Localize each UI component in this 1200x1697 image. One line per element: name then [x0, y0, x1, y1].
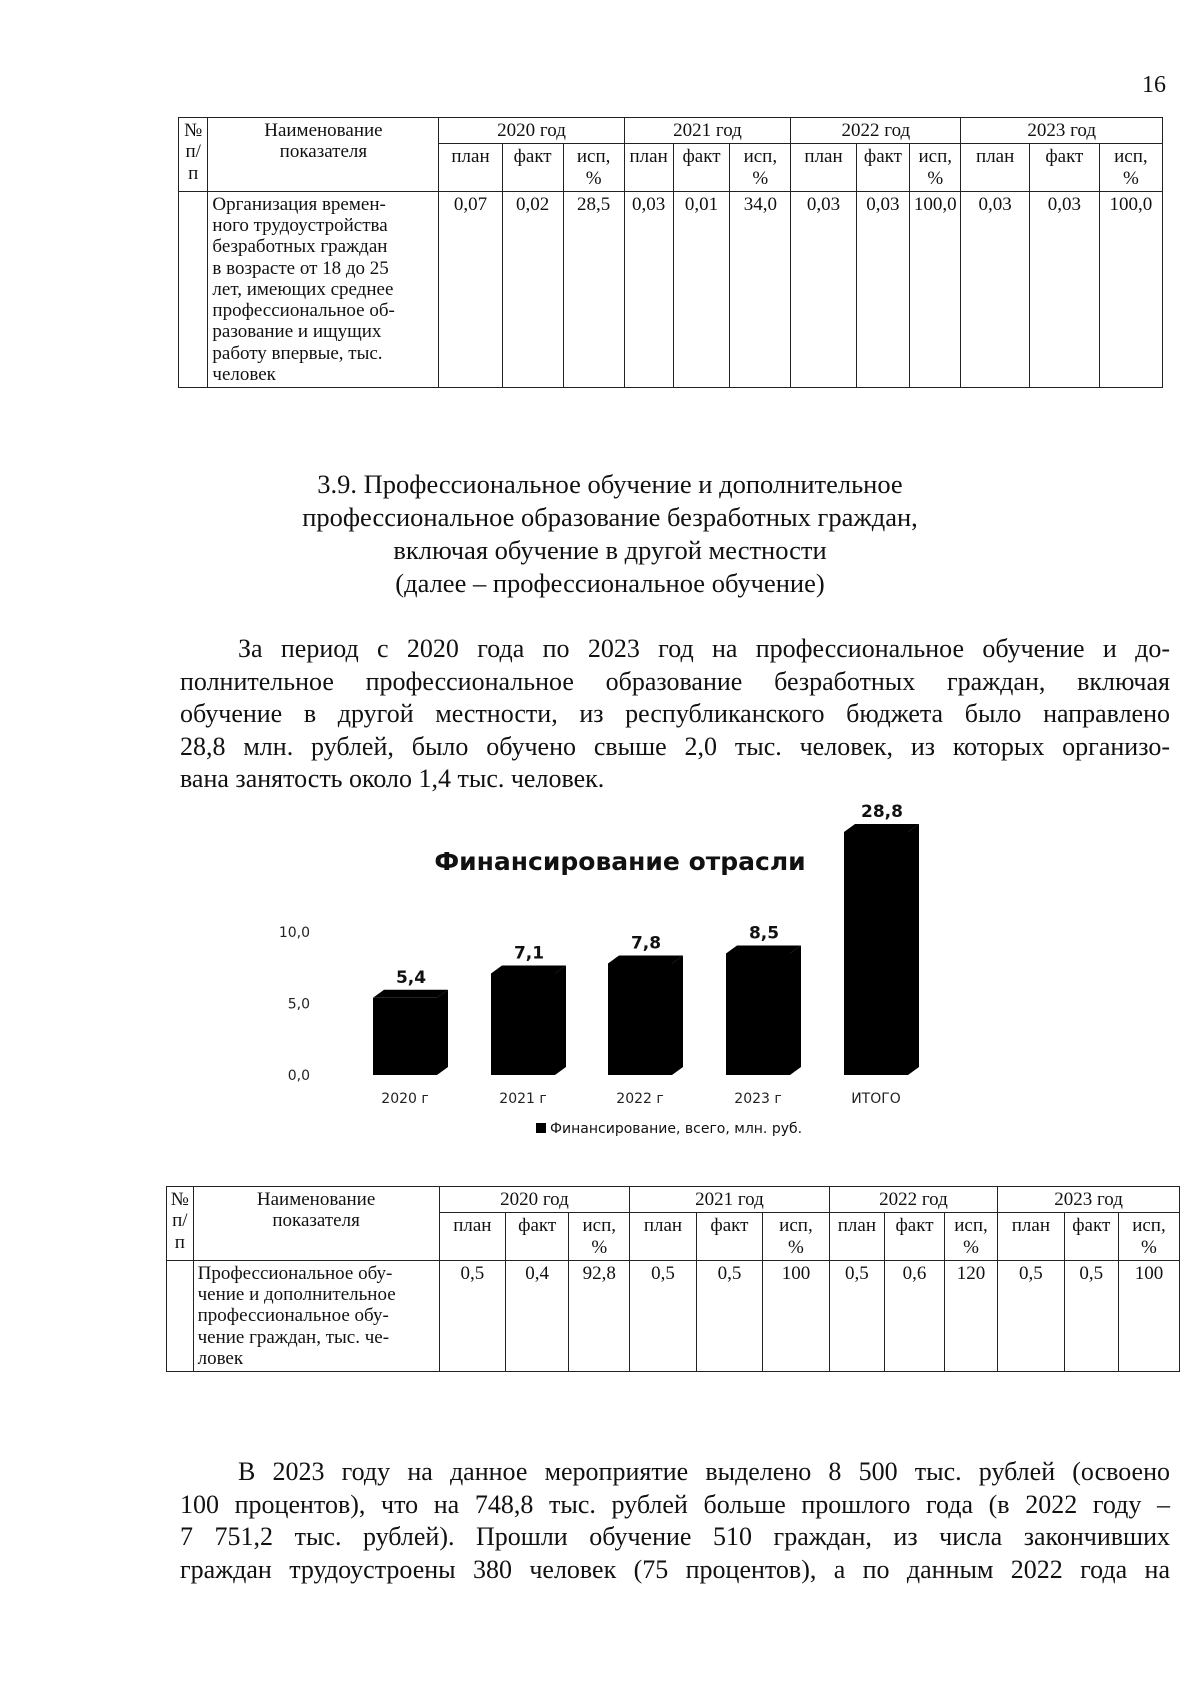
- table1-fact-2020: факт: [502, 144, 563, 192]
- bar: [608, 963, 672, 1075]
- table2-year-2020: 2020 год: [439, 1187, 630, 1213]
- table-row: [179, 191, 1163, 387]
- table2-year-2023: 2023 год: [998, 1187, 1180, 1213]
- bar-top-face: [608, 955, 683, 963]
- table1-row-name: Организация времен- ного трудоустройства безработных граждан в возрасте от 18 до 25 лет, имеющих среднее профессиональное об- разование и ищущих работу впервые, тыс. человек: [208, 191, 439, 387]
- table1-pct-2022: исп, %: [910, 144, 961, 192]
- paragraph-line: 100 процентов), что на 748,8 тыс. рублей больше прошлого года (в 2022 году –: [180, 1489, 1170, 1519]
- table2-cell: 100: [763, 1260, 830, 1371]
- table2-cell: 0,5: [829, 1260, 884, 1371]
- table-row: [167, 1260, 1180, 1371]
- table1-cell: 0,03: [791, 191, 856, 387]
- chart-bars: [373, 802, 919, 1075]
- table2-year-2021: 2021 год: [630, 1187, 829, 1213]
- table2-fact-2023: факт: [1064, 1213, 1118, 1261]
- table2-num-header: № п/п: [167, 1187, 194, 1261]
- table1-cell: 0,03: [961, 191, 1030, 387]
- x-tick-label: 2021 г: [499, 1091, 547, 1107]
- table1-plan-2023: план: [961, 144, 1030, 192]
- table2-cell: 0,5: [998, 1260, 1064, 1371]
- table2-row-num: [167, 1260, 194, 1371]
- table2-pct-2023: исп, %: [1118, 1213, 1179, 1261]
- table2-fact-2021: факт: [696, 1213, 762, 1261]
- section-heading-line: (далее – профессиональное обучение): [395, 568, 825, 598]
- bar-2020 г: [373, 990, 448, 1075]
- table1-name-header: Наименование показателя: [208, 118, 439, 192]
- table-temporary-employment: [178, 117, 1163, 388]
- table2-cell: 0,5: [630, 1260, 696, 1371]
- section-heading: [230, 468, 990, 600]
- table1-cell: 34,0: [730, 191, 791, 387]
- bar-side-face: [672, 955, 683, 1075]
- y-tick-label: 10,0: [278, 925, 310, 941]
- bar: [726, 953, 790, 1075]
- page-number: 16: [1142, 72, 1166, 98]
- bar-data-label: 7,8: [630, 933, 662, 954]
- chart-title: Финансирование отрасли: [434, 847, 806, 876]
- y-axis-ticks: [279, 925, 310, 1084]
- table2-name-header: Наименование показателя: [193, 1187, 439, 1261]
- bar-side-face: [908, 824, 919, 1075]
- table1-pct-2023: исп, %: [1099, 144, 1162, 192]
- section-heading-line: 3.9. Профессиональное обучение и дополнительное: [317, 469, 903, 499]
- table1-row-num: [179, 191, 208, 387]
- y-tick-label: 5,0: [287, 996, 310, 1013]
- bar-data-label: 7,1: [513, 943, 545, 964]
- table1-year-2021: 2021 год: [624, 118, 791, 144]
- paragraph-line: 28,8 млн. рублей, было обучено свыше 2,0 тыс. человек, из которых организо-: [180, 731, 1170, 761]
- table1-cell: 0,03: [624, 191, 673, 387]
- bar-top-face: [491, 965, 566, 973]
- x-tick-label: ИТОГО: [851, 1091, 901, 1107]
- bar-side-face: [790, 945, 801, 1075]
- y-tick-label: 0,0: [287, 1068, 310, 1084]
- table2-pct-2022: исп, %: [944, 1213, 997, 1261]
- bar-ИТОГО: [844, 824, 919, 1075]
- table2-fact-2020: факт: [506, 1213, 569, 1261]
- paragraph-line: За период с 2020 года по 2023 год на профессиональное обучение и до-: [238, 634, 1170, 663]
- section-heading-line: включая обучение в другой местности: [393, 535, 827, 565]
- table1-cell: 100,0: [910, 191, 961, 387]
- table1-fact-2023: факт: [1029, 144, 1099, 192]
- table1-cell: 0,07: [439, 191, 502, 387]
- bar-side-face: [437, 990, 448, 1075]
- table1-num-header: № п/п: [179, 118, 208, 192]
- table2-plan-2022: план: [829, 1213, 884, 1261]
- paragraph-line: В 2023 году на данное мероприятие выделено 8 500 тыс. рублей (освоено: [238, 1457, 1170, 1486]
- table2-plan-2021: план: [630, 1213, 696, 1261]
- table1-year-2020: 2020 год: [439, 118, 624, 144]
- table2-cell: 100: [1118, 1260, 1179, 1371]
- table2-pct-2020: исп, %: [569, 1213, 630, 1261]
- table1-cell: 0,03: [856, 191, 909, 387]
- table1-pct-2020: исп, %: [563, 144, 624, 192]
- table1-cell: 0,03: [1029, 191, 1099, 387]
- table1-year-2023: 2023 год: [961, 118, 1163, 144]
- table1-pct-2021: исп, %: [730, 144, 791, 192]
- x-axis-labels: [381, 1091, 901, 1107]
- table2-header-row: [167, 1187, 1180, 1213]
- table1-cell: 100,0: [1099, 191, 1162, 387]
- bar: [844, 832, 908, 1075]
- table2-row-name: Профессиональное обу- чение и дополнительное профессиональное обу- чение граждан, тыс. че- ловек: [193, 1260, 439, 1371]
- table2-cell: 120: [944, 1260, 997, 1371]
- table1-header-row: [179, 118, 1163, 144]
- table2-pct-2021: исп, %: [763, 1213, 830, 1261]
- table1-cell: 0,02: [502, 191, 563, 387]
- paragraph-line: вана занятость около 1,4 тыс. человек.: [180, 764, 605, 793]
- table2-cell: 0,5: [696, 1260, 762, 1371]
- legend-label: Финансирование, всего, млн. руб.: [550, 1121, 803, 1137]
- paragraph-2023-results: [180, 1456, 1170, 1586]
- table2-cell: 0,5: [439, 1260, 505, 1371]
- paragraph-line: граждан трудоустроены 380 человек (75 процентов), а по данным 2022 года на: [180, 1554, 1170, 1584]
- table1-plan-2022: план: [791, 144, 856, 192]
- bar-data-label: 5,4: [395, 967, 427, 988]
- bar: [491, 973, 555, 1075]
- paragraph-funding-summary: [180, 633, 1170, 796]
- bar-data-label: 28,8: [861, 802, 903, 822]
- x-tick-label: 2023 г: [734, 1091, 782, 1107]
- table2-cell: 0,6: [885, 1260, 945, 1371]
- bar-side-face: [555, 965, 566, 1075]
- paragraph-line: обучение в другой местности, из республиканского бюджета было направлено: [180, 699, 1170, 728]
- table1-year-2022: 2022 год: [791, 118, 961, 144]
- bar-data-label: 8,5: [748, 923, 780, 944]
- bar-2023 г: [726, 945, 801, 1075]
- table1-cell: 0,01: [673, 191, 730, 387]
- table2-cell: 0,5: [1064, 1260, 1118, 1371]
- bar-chart: [240, 802, 1000, 1180]
- paragraph-line: полнительное профессиональное образование безработных граждан, включая: [180, 666, 1170, 696]
- table2-cell: 92,8: [569, 1260, 630, 1371]
- x-tick-label: 2020 г: [381, 1091, 429, 1107]
- x-tick-label: 2022 г: [616, 1091, 664, 1107]
- table1-plan-2021: план: [624, 144, 673, 192]
- table1-cell: 28,5: [563, 191, 624, 387]
- bar-2021 г: [491, 965, 566, 1075]
- bar-2022 г: [608, 955, 683, 1075]
- legend-swatch: [536, 1123, 546, 1133]
- table2-cell: 0,4: [506, 1260, 569, 1371]
- table1-fact-2021: факт: [673, 144, 730, 192]
- table1-fact-2022: факт: [856, 144, 909, 192]
- paragraph-line: 7 751,2 тыс. рублей). Прошли обучение 510 граждан, из числа закончивших: [180, 1522, 1170, 1551]
- table2-fact-2022: факт: [885, 1213, 945, 1261]
- bar-top-face: [726, 945, 801, 953]
- table-professional-training: [166, 1186, 1180, 1372]
- table1-plan-2020: план: [439, 144, 502, 192]
- table2-plan-2020: план: [439, 1213, 505, 1261]
- bar: [373, 998, 437, 1075]
- section-heading-line: профессиональное образование безработных граждан,: [302, 502, 918, 532]
- bar-top-face: [844, 824, 919, 832]
- table2-year-2022: 2022 год: [829, 1187, 997, 1213]
- table2-plan-2023: план: [998, 1213, 1064, 1261]
- bar-top-face: [373, 990, 448, 998]
